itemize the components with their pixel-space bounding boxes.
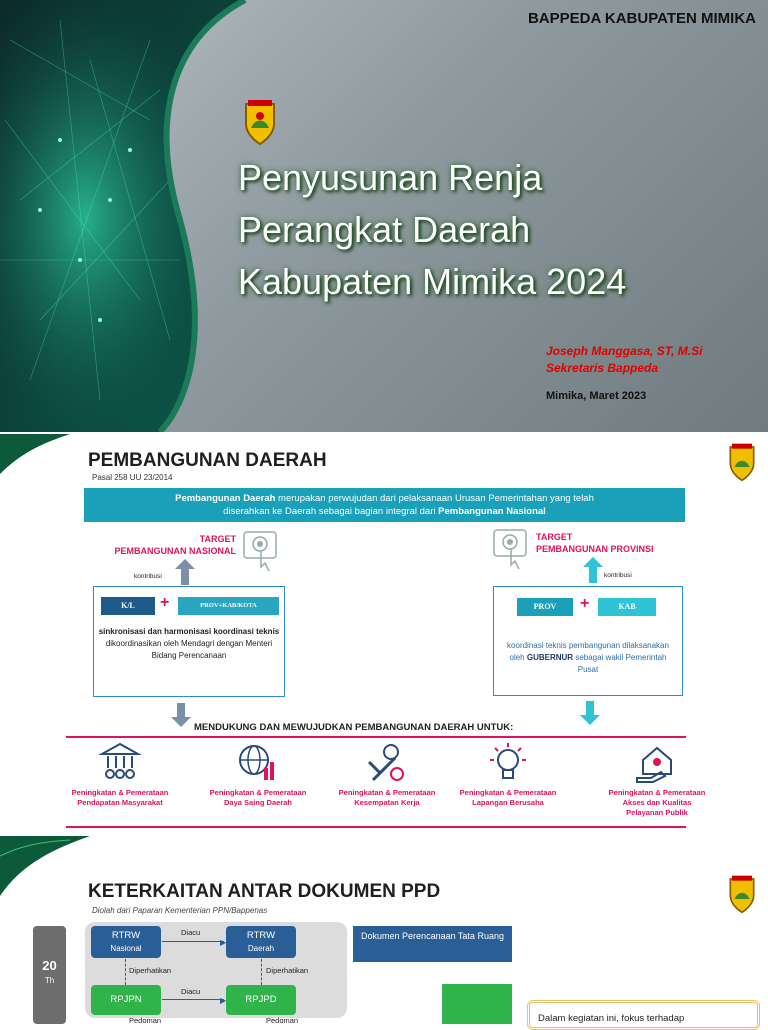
arrow-rtrw [162,941,224,942]
left-description [97,626,281,662]
kontribusi-label-right: kontribusi [604,572,632,579]
target-provinsi-l1: TARGET [536,532,573,542]
place-date: Mimika, Maret 2023 [546,390,647,402]
regency-emblem-logo [243,98,277,146]
left-desc-text: dikoordinasikan oleh Mendagri dengan Menteri Bidang Perencanaan [105,639,273,660]
item-kesempatan-kerja [326,742,448,808]
rtrw-daerah-box [226,926,296,958]
item-4-l1: Peningkatan & Pemerataan [459,788,557,797]
dokumen-tata-ruang-box: Dokumen Perencanaan Tata Ruang [353,926,512,962]
right-description [503,640,673,676]
kl-pill: K/L [101,597,155,615]
rpjpn-box: RPJPN [91,985,161,1015]
green-corner-graphic [0,434,70,474]
presenter-role: Sekretaris Bappeda [546,361,659,375]
callout-text: Dalam kegiatan ini, fokus terhadap [538,1013,685,1024]
green-corner-graphic [0,836,90,896]
network-graphic [0,0,260,432]
up-arrow-icon [175,559,195,585]
worker-tools-icon [365,742,409,784]
pedoman-label-2: Pedoman [266,1016,299,1025]
target-nasional-l2: PEMBANGUNAN NASIONAL [114,546,236,556]
kab-pill: KAB [598,598,656,616]
up-arrow-icon [583,557,603,583]
item-pelayanan-publik [594,742,720,818]
touch-target-icon [493,529,527,571]
divider-bottom [66,826,686,828]
item-daya-saing [196,742,320,808]
right-desc-bold: GUBERNUR [526,653,574,662]
item-2-l1: Peningkatan & Pemerataan [209,788,307,797]
source-note: Diolah dari Paparan Kementerian PPN/Bappenas [92,906,268,915]
target-provinsi-l2: PEMBANGUNAN PROVINSI [536,544,654,554]
rtrw-daerah-l2: Daerah [247,944,275,953]
pedoman-label-1: Pedoman [129,1016,162,1025]
item-1-l1: Peningkatan & Pemerataan [71,788,169,797]
house-hand-icon [635,742,679,784]
banner-text-2: diserahkan ke Daerah sebagai bagian integral dari [223,506,439,517]
diperhatikan-label-1: Diperhatikan [129,966,172,975]
dashed-link-left [125,959,126,985]
touch-target-icon [243,531,277,573]
item-5-l1: Peningkatan & Pemerataan [608,788,706,797]
prov-kab-kota-pill: PROV+KAB/KOTA [178,597,279,615]
definition-banner [84,488,685,522]
bank-people-icon [98,742,142,784]
arrowhead-icon: ▶ [220,996,227,1005]
regency-emblem-logo [727,442,757,482]
divider-top [66,736,686,738]
item-pendapatan [60,742,180,808]
target-nasional-l1: TARGET [199,534,236,544]
item-5-l3: Pelayanan Publik [626,808,688,817]
banner-bold-1: Pembangunan Daerah [175,493,276,504]
plus-icon: + [160,594,170,611]
arrowhead-icon: ▶ [220,938,227,947]
diacu-label-2: Diacu [181,987,201,996]
diperhatikan-label-2: Diperhatikan [266,966,309,975]
plus-icon: + [580,595,590,612]
down-arrow-icon [580,701,600,725]
banner-bold-2: Pembangunan Nasional [438,506,546,517]
rpjpd-box: RPJPD [226,985,296,1015]
right-desc-text-1: koordinasi teknis pembangunan dilaksanakan oleh [507,641,669,662]
arrow-rpjp [162,999,224,1000]
rtrw-nasional-l1: RTRW [111,930,141,941]
presentation-title [238,152,626,308]
years-value: 20 [42,958,57,973]
green-block [442,984,512,1024]
legal-source: Pasal 258 UU 23/2014 [92,473,173,482]
globe-chart-icon [236,742,280,784]
item-4-l2: Lapangan Berusaha [472,798,544,807]
rtrw-nasional-l2: Nasional [110,944,142,953]
item-5-l2: Akses dan Kualitas [622,798,692,807]
callout-box [527,1000,760,1030]
title-line-3: Kabupaten Mimika 2024 [238,261,627,302]
down-arrow-icon [171,703,191,727]
rtrw-nasional-box [91,926,161,958]
slide-heading: KETERKAITAN ANTAR DOKUMEN PPD [88,881,441,902]
item-2-l2: Daya Saing Daerah [224,798,292,807]
presenter-name: Joseph Manggasa, ST, M.Si [546,344,703,358]
rtrw-daerah-l1: RTRW [246,930,276,941]
lightbulb-idea-icon [486,742,530,784]
item-3-l2: Kesempatan Kerja [354,798,420,807]
item-1-l2: Pendapatan Masyarakat [77,798,163,807]
title-slide [0,0,768,432]
title-line-1: Penyusunan Renja [238,157,543,198]
diacu-label-1: Diacu [181,928,201,937]
brand-name: BAPPEDA KABUPATEN MIMIKA [527,10,756,27]
slide-heading: PEMBANGUNAN DAERAH [88,450,327,471]
years-bar [33,926,66,1024]
dashed-link-right [261,959,262,985]
mendukung-heading: MENDUKUNG DAN MEWUJUDKAN PEMBANGUNAN DAERAH UNTUK: [194,722,514,733]
item-3-l1: Peningkatan & Pemerataan [338,788,436,797]
item-lapangan-berusaha [447,742,569,808]
target-nasional [102,533,236,557]
kontribusi-label-left: kontribusi [134,573,162,580]
target-provinsi [536,531,686,555]
left-desc-bold: sinkronisasi dan harmonisasi koordinasi teknis [98,627,280,636]
right-desc-text-2: sebagai wakil Pemerintah Pusat [573,653,667,674]
title-line-2: Perangkat Daerah [238,209,531,250]
banner-text-1: merupakan perwujudan dari pelaksanaan Urusan Pemerintahan yang telah [275,493,594,504]
regency-emblem-logo [727,874,757,914]
prov-pill: PROV [517,598,573,616]
presenter-block [546,343,702,377]
years-unit: Th [44,976,55,985]
